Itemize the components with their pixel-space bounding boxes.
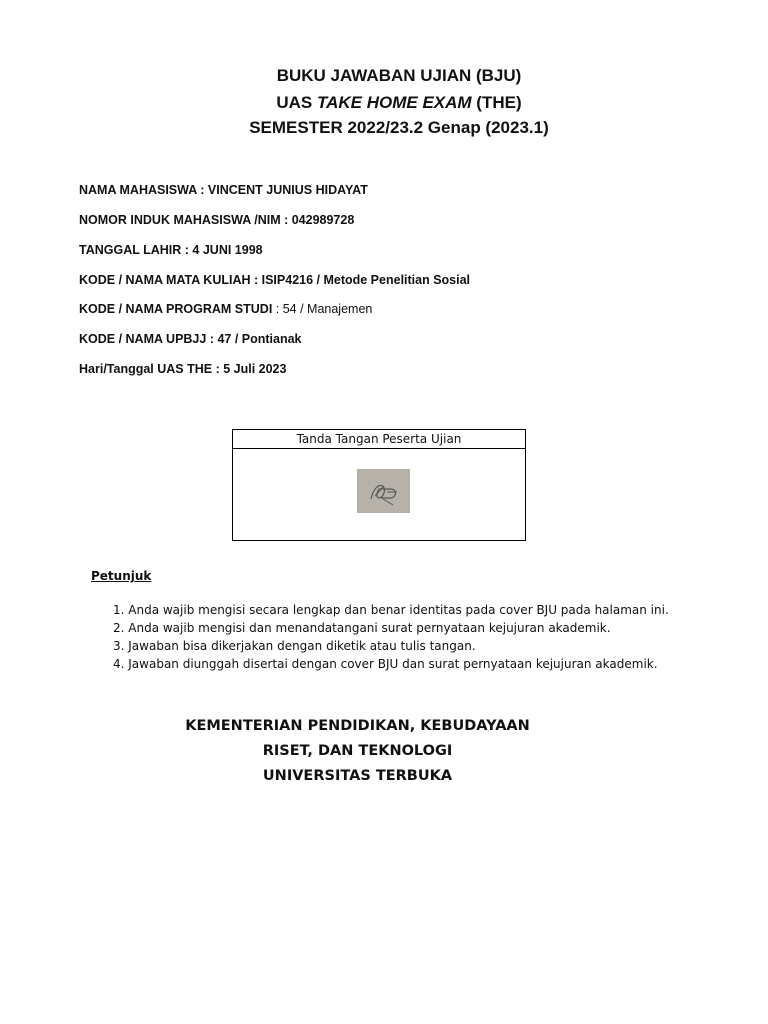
study-program-value: : 54 / Manajemen (272, 302, 373, 316)
list-item: 3. Jawaban bisa dikerjakan dengan diketik atau tulis tangan. (113, 639, 476, 653)
list-item: 4. Jawaban diunggah disertai dengan cover BJU dan surat pernyataan kejujuran akademik. (113, 657, 658, 671)
university-name: UNIVERSITAS TERBUKA (262, 768, 453, 784)
course-code-name: KODE / NAMA MATA KULIAH : ISIP4216 / Metode Penelitian Sosial (79, 273, 471, 287)
list-item: 1. Anda wajib mengisi secara lengkap dan benar identitas pada cover BJU pada halaman ini. (113, 603, 669, 617)
upbjj: KODE / NAMA UPBJJ : 47 / Pontianak (79, 332, 302, 346)
signature-scribble-icon (357, 469, 410, 513)
exam-type-heading (0, 93, 768, 113)
ministry-name: KEMENTERIAN PENDIDIKAN, KEBUDAYAAN (185, 718, 530, 734)
study-program-label: KODE / NAMA PROGRAM STUDI (79, 302, 273, 316)
ministry-name-continued: RISET, DAN TEKNOLOGI (262, 743, 453, 759)
student-name: NAMA MAHASISWA : VINCENT JUNIUS HIDAYAT (79, 183, 368, 197)
instructions-list (113, 601, 669, 673)
list-item: 2. Anda wajib mengisi dan menandatangani surat pernyataan kejujuran akademik. (113, 621, 611, 635)
document-title: BUKU JAWABAN UJIAN (BJU) (276, 66, 522, 85)
birth-date: TANGGAL LAHIR : 4 JUNI 1998 (79, 243, 263, 257)
exam-type-prefix: UAS (276, 93, 317, 112)
exam-type-suffix: (THE) (471, 93, 522, 112)
signature-box (232, 429, 526, 541)
exam-type-italic: TAKE HOME EXAM (317, 93, 472, 112)
instructions-title: Petunjuk (91, 569, 152, 583)
exam-date: Hari/Tanggal UAS THE : 5 Juli 2023 (79, 362, 287, 376)
semester-heading: SEMESTER 2022/23.2 Genap (2023.1) (249, 118, 549, 137)
study-program (79, 302, 372, 316)
signature-label: Tanda Tangan Peserta Ujian (233, 430, 525, 449)
student-nim: NOMOR INDUK MAHASISWA /NIM : 042989728 (79, 213, 355, 227)
signature-image (357, 469, 410, 513)
